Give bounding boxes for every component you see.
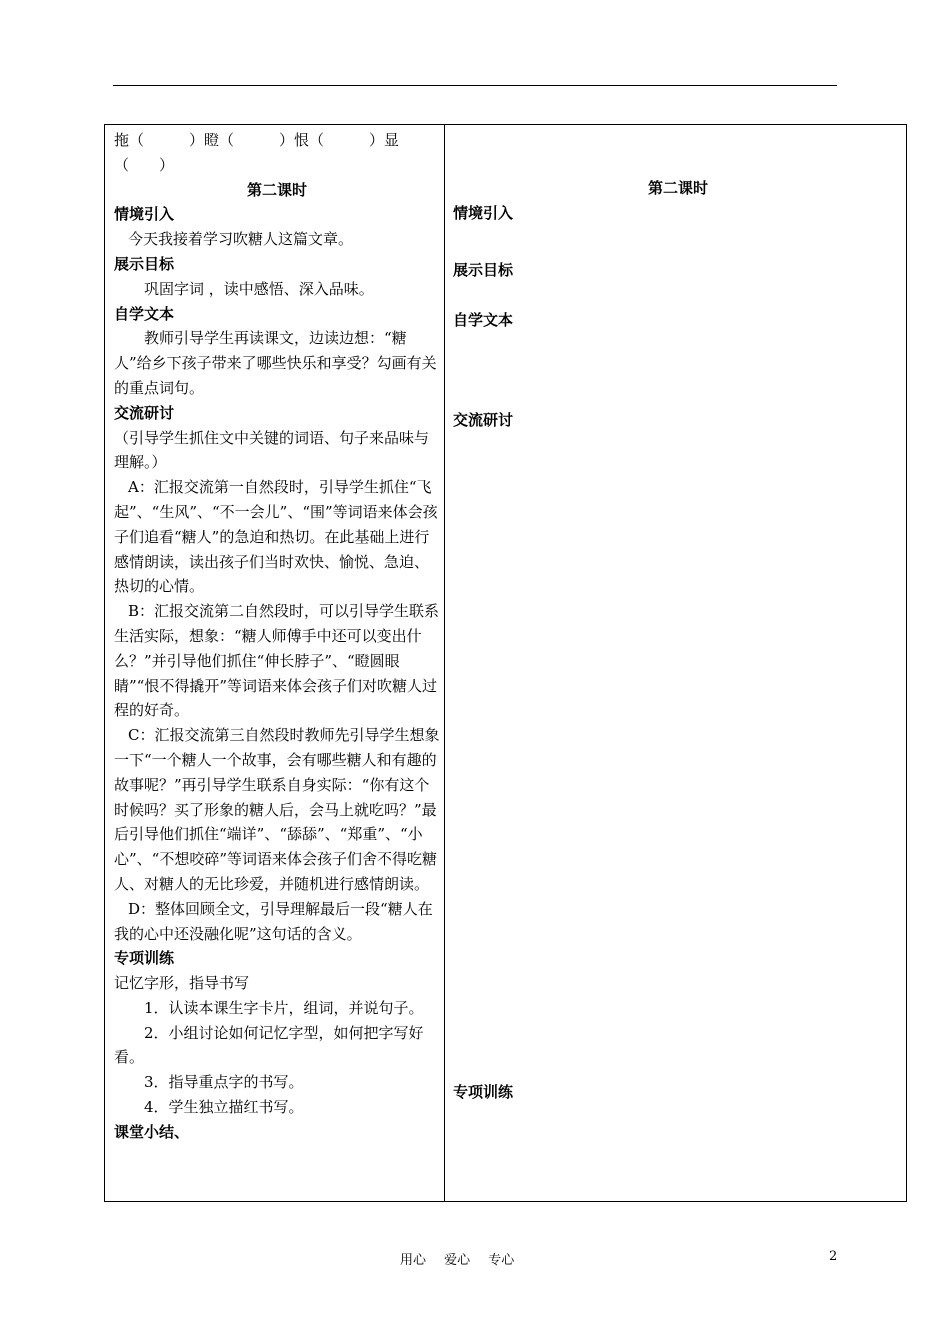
- section-title-goals: 展示目标: [114, 254, 175, 273]
- training-item-1: 1．认读本课生字卡片，组词，并说句子。: [144, 998, 424, 1017]
- section-text-goals: 巩固字词 ，读中感悟、深入品味。: [144, 279, 374, 298]
- section-title-selfstudy: 自学文本: [114, 304, 175, 323]
- training-item-2: 2．小组讨论如何记忆字型，如何把字写好看。: [114, 1023, 424, 1067]
- section-text-selfstudy: 教师引导学生再读课文，边读边想：“糖人”给乡下孩子带来了哪些快乐和享受？勾画有关的重点词句。: [114, 329, 437, 397]
- discussion-c: C：汇报交流第三自然段时教师先引导学生想象一下“一个糖人一个故事，会有哪些糖人和有趣的故事呢？”再引导学生联系自身实际：“你有这个时候吗？买了形象的糖人后，会马上就吃吗？”最后引导他们抓住“端详”、“舔舔”、“郑重”、“小心”、“不想咬碎”等词语来体会孩子们舍不得吃糖人、对糖人的无比珍爱，并随机进行感情朗读。: [114, 726, 440, 893]
- discussion-a: A：汇报交流第一自然段时，引导学生抓住“飞起”、“生风”、“不一会儿”、“围”等词语来体会孩子们追看“糖人”的急迫和热切。在此基础上进行感情朗读，读出孩子们当时欢快、愉悦、急迫、热切的心情。: [114, 478, 438, 596]
- page-number: 2: [829, 1249, 838, 1264]
- section-text-intro: 今天我接着学习吹糖人这篇文章。: [128, 230, 354, 249]
- training-item-4: 4．学生独立描红书写。: [144, 1098, 304, 1117]
- column-divider: [444, 125, 445, 1201]
- right-heading-intro: 情境引入: [453, 204, 514, 222]
- lesson-title: 第二课时: [246, 180, 307, 199]
- pronunciation-line: 拖（ ）瞪（ ）恨（ ）显（ ）: [114, 131, 400, 174]
- section-title-discussion: 交流研讨: [114, 403, 175, 422]
- footer-motto: 用心 爱心 专心: [400, 1253, 515, 1268]
- header-rule: [113, 85, 837, 86]
- lesson-plan-table: [104, 124, 907, 1202]
- discussion-d: D：整体回顾全文，引导理解最后一段“糖人在我的心中还没融化呢”这句话的含义。: [114, 899, 433, 943]
- right-heading-goals: 展示目标: [453, 261, 514, 279]
- discussion-intro: （引导学生抓住文中关键的词语、句子来品味与理解。）: [114, 428, 430, 472]
- discussion-b: B：汇报交流第二自然段时，可以引导学生联系生活实际，想象：“糖人师傅手中还可以变出什么？”并引导他们抓住“伸长脖子”、“瞪圆眼睛”“恨不得撬开”等词语来体会孩子们对吹糖人过程的好奇。: [114, 602, 440, 720]
- left-column: [114, 128, 440, 1145]
- section-title-summary: 课堂小结、: [114, 1122, 190, 1141]
- right-heading-selfstudy: 自学文本: [453, 311, 514, 329]
- right-column: [453, 125, 903, 1201]
- section-title-intro: 情境引入: [114, 205, 175, 224]
- right-heading-discussion: 交流研讨: [453, 411, 514, 429]
- training-item-3: 3．指导重点字的书写。: [144, 1073, 304, 1092]
- training-subtitle: 记忆字形，指导书写: [114, 974, 250, 993]
- section-title-training: 专项训练: [114, 949, 175, 968]
- right-lesson-title: 第二课时: [647, 179, 708, 197]
- right-heading-training: 专项训练: [453, 1083, 514, 1101]
